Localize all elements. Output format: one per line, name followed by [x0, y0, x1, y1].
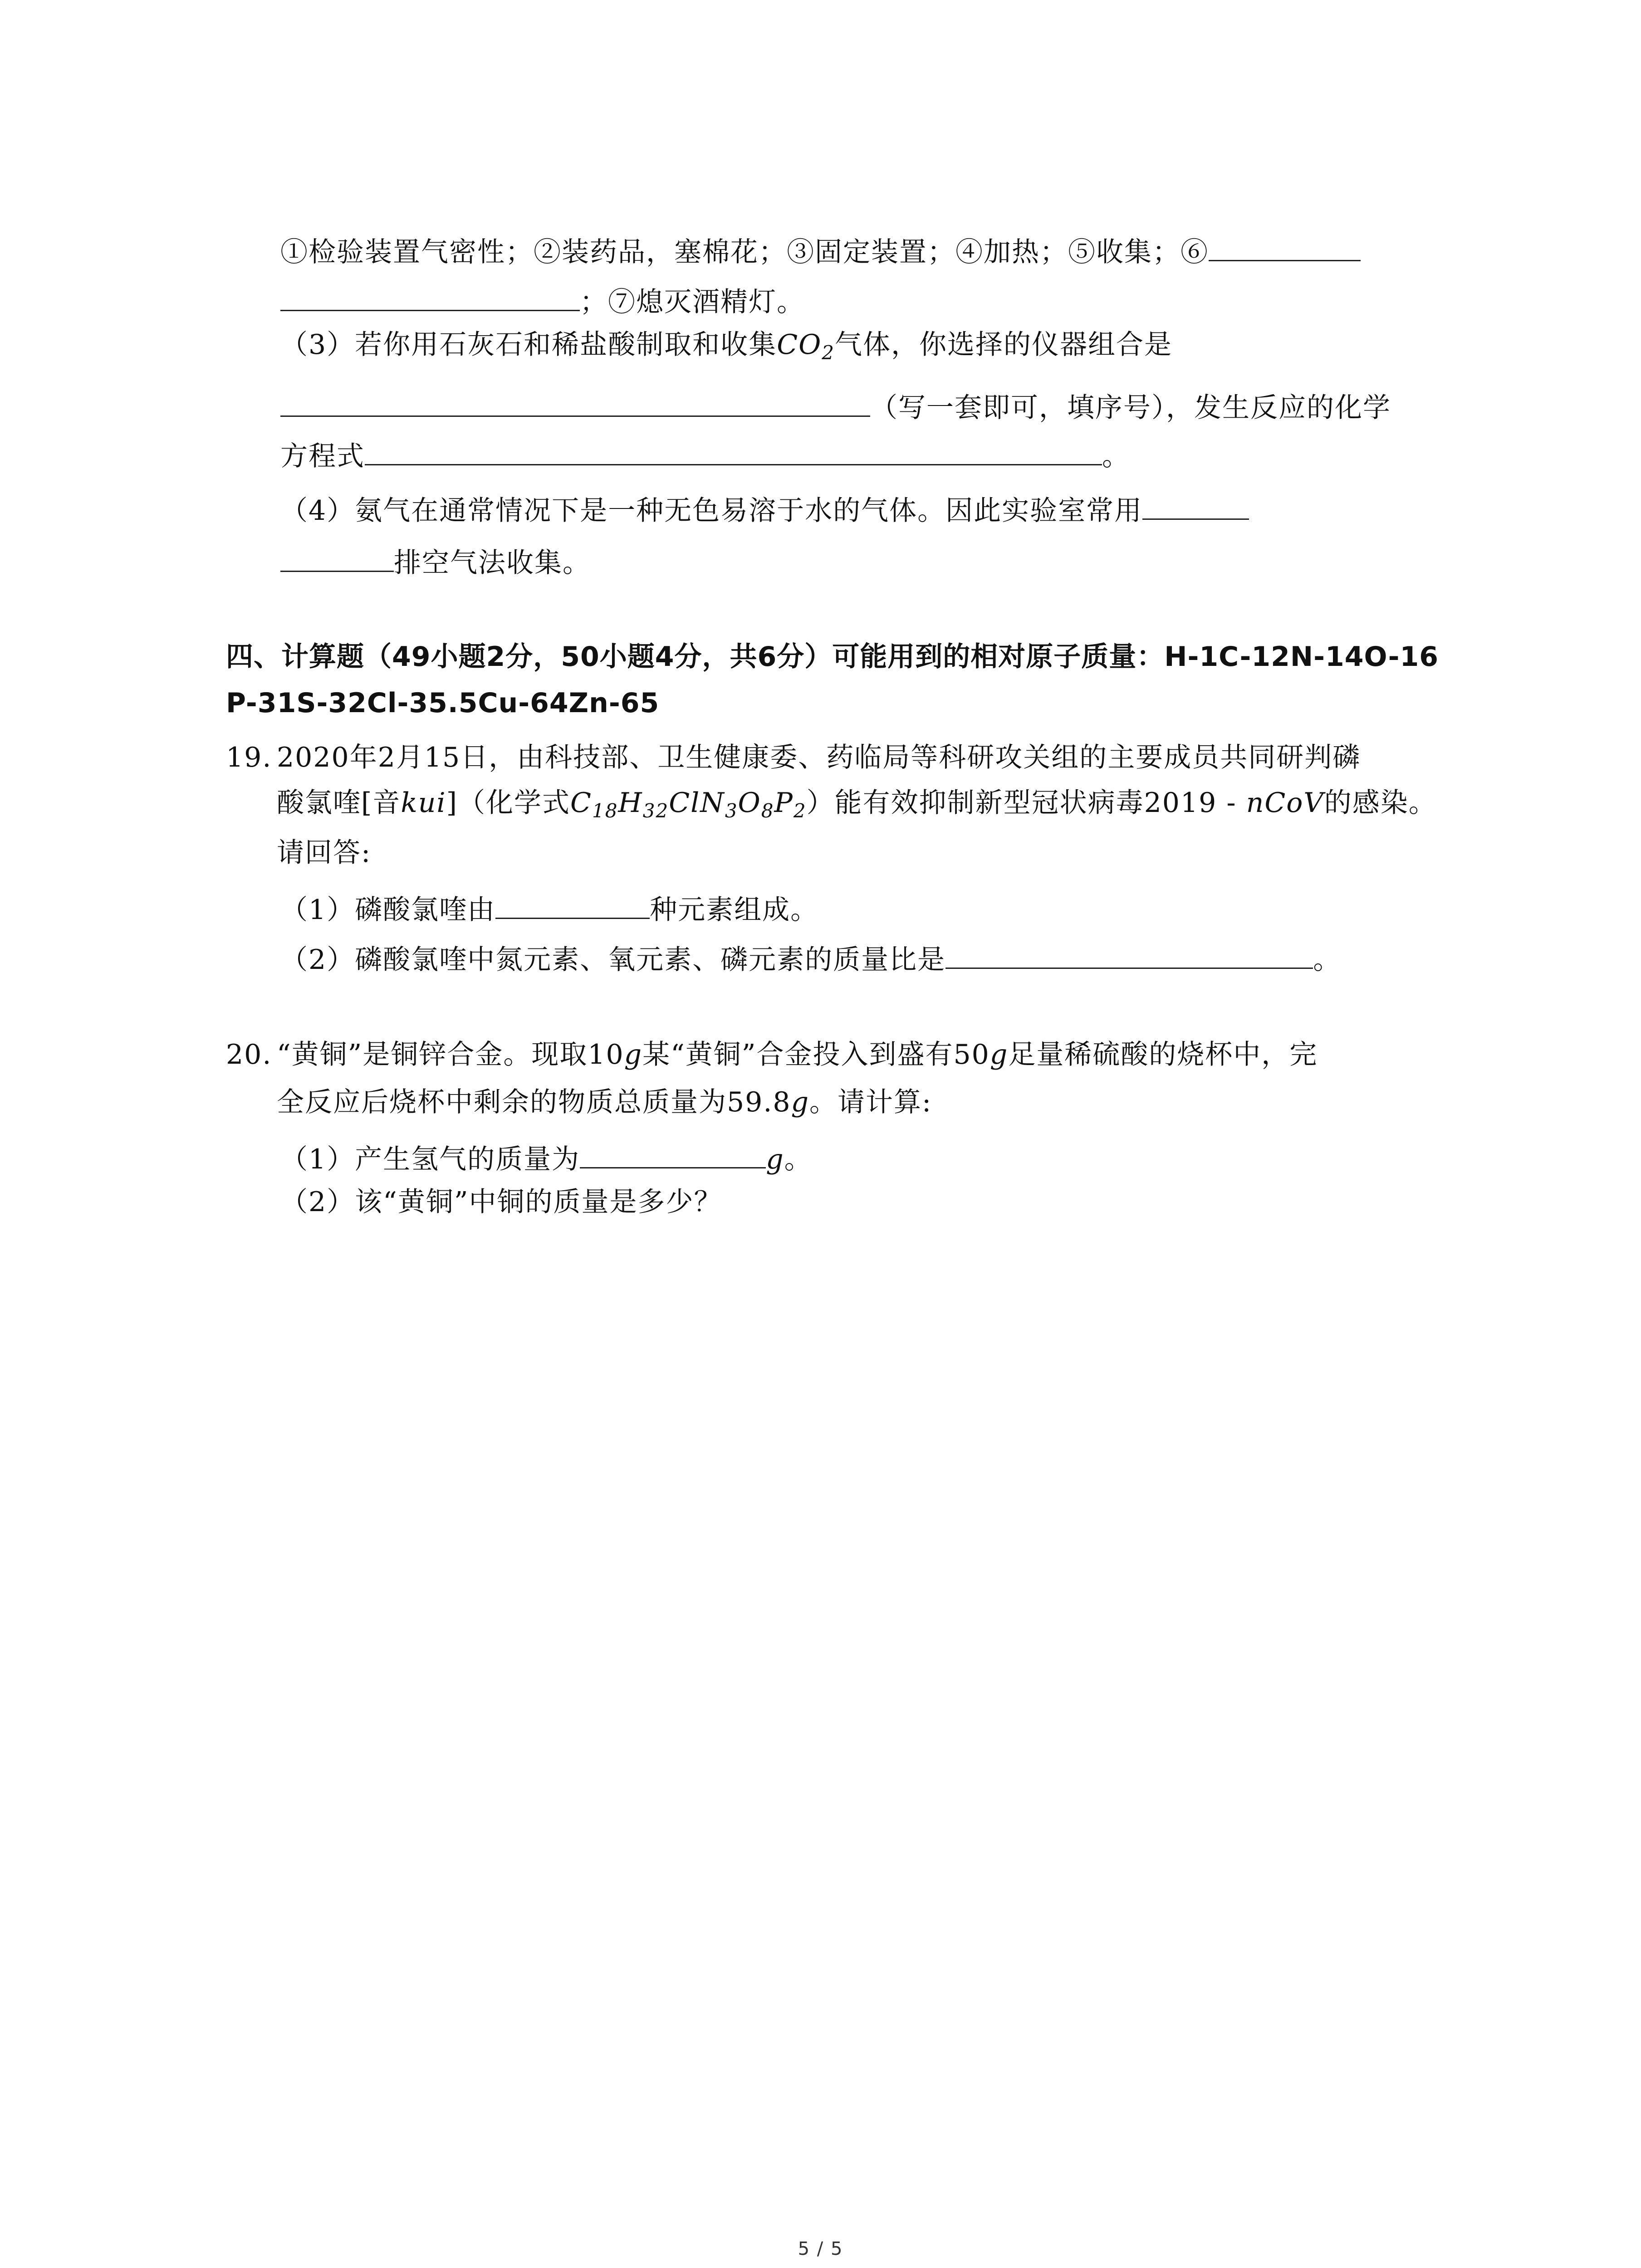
q18-part3-line3 [280, 438, 1130, 470]
q20-blank-hydrogen-mass[interactable] [580, 1141, 766, 1168]
q19-part1-text-b: 种元素组成。 [650, 894, 819, 926]
formula-element: P [774, 787, 794, 819]
q19-ncov: nCoV [1246, 787, 1324, 819]
q19-line2 [277, 787, 1437, 822]
q19-text-2d: 的感染。 [1324, 787, 1437, 819]
q18-blank-step6-cont[interactable] [280, 284, 580, 311]
q19-part2 [280, 941, 1342, 976]
unit-g: g [791, 1086, 810, 1118]
q19-blank-elements[interactable] [495, 891, 650, 919]
q20-part1 [280, 1141, 813, 1173]
q18-steps-line [280, 234, 1361, 266]
q18-part4-line1 [280, 492, 1249, 527]
q19-number: 19. [226, 742, 272, 773]
q19-part1 [280, 891, 818, 924]
formula-subscript: 18 [592, 800, 618, 822]
q18-part4-text-b: 排空气法收集。 [394, 547, 591, 579]
co2-subscript: 2 [822, 342, 835, 364]
q20-part1-end: 。 [784, 1144, 813, 1175]
q18-part3-text-c: （写一套即可，填序号），发生反应的化学 [870, 392, 1391, 424]
q18-part3-text-b: 气体，你选择的仪器组合是 [835, 329, 1173, 361]
q20-number: 20. [226, 1039, 272, 1070]
q18-blank-equation[interactable] [365, 438, 1102, 465]
q19-line1 [226, 744, 1361, 771]
q20-line2 [277, 1086, 932, 1118]
formula-element: ClN [669, 787, 725, 819]
formula-element: C [570, 787, 592, 819]
q18-steps-tail: ；⑦熄灭酒精灯。 [580, 286, 805, 318]
q18-blank-ammonia-a[interactable] [1142, 492, 1249, 520]
q18-blank-step6[interactable] [1209, 234, 1361, 261]
unit-g: g [989, 1039, 1009, 1070]
section4-heading-line2: P-31S-32Cl-35.5Cu-64Zn-65 [226, 687, 660, 719]
q19-text-2b: ]（化学式 [446, 787, 571, 819]
section4-heading-line1: 四、计算题（49小题2分，50小题4分，共6分）可能用到的相对原子质量：H-1C-12N-14O-16 [226, 641, 1439, 673]
q19-blank-mass-ratio[interactable] [945, 941, 1313, 969]
q19-kui: kui [401, 787, 446, 819]
q18-part3-text-d: 方程式 [280, 440, 365, 472]
formula-element: H [618, 787, 643, 819]
unit-g: g [624, 1039, 643, 1070]
q18-part3-end: 。 [1102, 440, 1130, 472]
formula-element: O [738, 787, 761, 819]
q18-part3-text: （3）若你用石灰石和稀盐酸制取和收集 [280, 329, 777, 361]
q18-steps-text: ①检验装置气密性；②装药品，塞棉花；③固定装置；④加热；⑤收集；⑥ [280, 236, 1209, 268]
q20-text-1b: 某“黄铜”合金投入到盛有50 [642, 1039, 990, 1070]
q19-part1-text: （1）磷酸氯喹由 [280, 894, 496, 926]
q19-text-2c: ）能有效抑制新型冠状病毒2019 - [806, 787, 1246, 819]
q20-line1 [226, 1041, 1318, 1068]
q19-line3 [277, 837, 372, 869]
q20-part1-text: （1）产生氢气的质量为 [280, 1144, 580, 1175]
q19-part2-end: 。 [1313, 944, 1342, 976]
q18-part3-line2 [280, 389, 1391, 424]
q19-part2-text: （2）磷酸氯喹中氮元素、氧元素、磷元素的质量比是 [280, 944, 946, 976]
q20-text-1c: 足量稀硫酸的烧杯中，完 [1008, 1039, 1318, 1070]
q20-part2 [280, 1188, 722, 1216]
unit-g: g [766, 1144, 784, 1175]
formula-subscript: 3 [725, 800, 738, 822]
chloroquine-formula [570, 787, 807, 822]
q20-part2-text: （2）该“黄铜”中铜的质量是多少？ [280, 1186, 722, 1218]
q19-text-1: 2020年2月15日，由科技部、卫生健康委、药临局等科研攻关组的主要成员共同研判磷 [277, 742, 1361, 773]
q19-text-3: 请回答: [277, 837, 372, 869]
q18-part3-line1 [280, 329, 1173, 364]
q18-part4-line2 [280, 544, 591, 577]
q18-steps-line2 [280, 284, 805, 316]
q19-text-2a: 酸氯喹[音 [277, 787, 401, 819]
q20-text-2b: 。请计算: [809, 1086, 932, 1118]
formula-subscript: 32 [642, 800, 669, 822]
q18-part4-text: （4）氨气在通常情况下是一种无色易溶于水的气体。因此实验室常用 [280, 495, 1143, 527]
q20-text-1a: “黄铜”是铜锌合金。现取10 [277, 1039, 624, 1070]
formula-subscript: 2 [793, 800, 807, 822]
formula-subscript: 8 [761, 800, 774, 822]
co2-formula: CO [777, 329, 822, 361]
q18-blank-apparatus[interactable] [280, 389, 870, 417]
page-number: 5 / 5 [798, 2239, 843, 2259]
q18-blank-ammonia-b[interactable] [280, 544, 394, 572]
q20-text-2a: 全反应后烧杯中剩余的物质总质量为59.8 [277, 1086, 791, 1118]
